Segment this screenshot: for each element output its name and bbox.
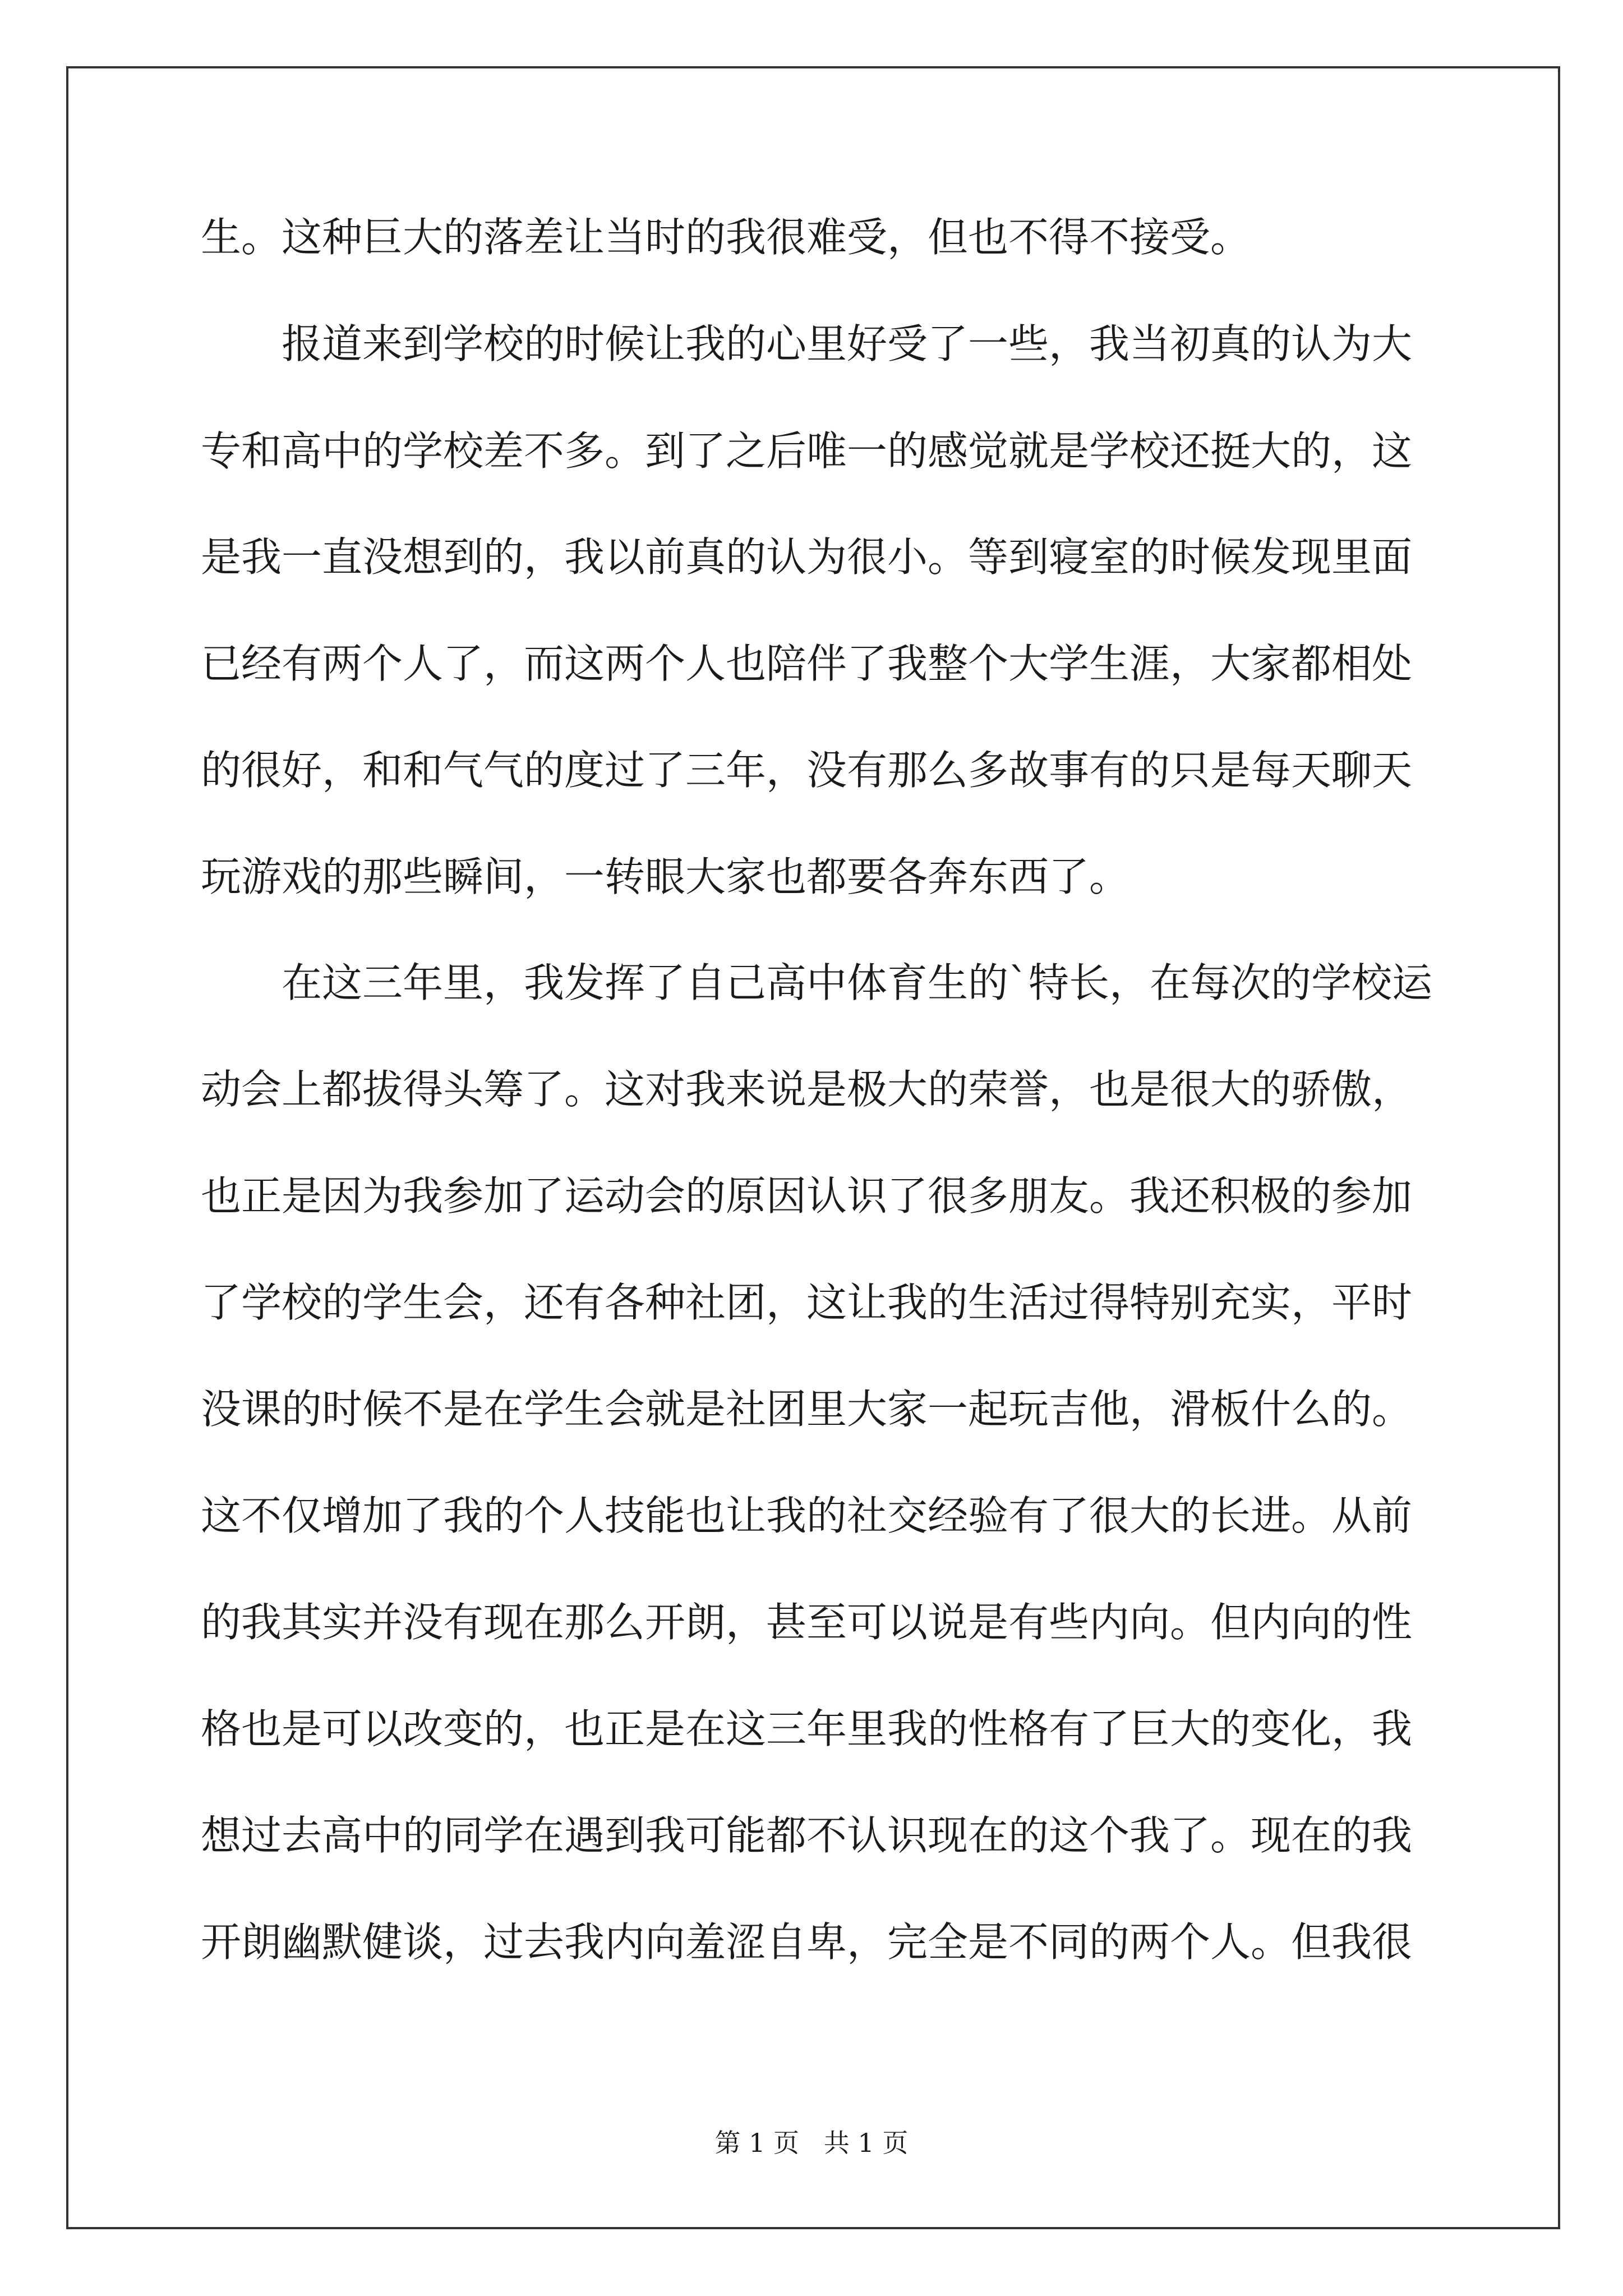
body-line-1: 生。这种巨大的落差让当时的我很难受，但也不得不接受。 <box>201 214 1251 261</box>
body-line-6: 的很好，和和气气的度过了三年，没有那么多故事有的只是每天聊天 <box>201 747 1413 794</box>
body-line-16: 想过去高中的同学在遇到我可能都不认识现在的这个我了。现在的我 <box>201 1812 1413 1859</box>
body-line-12: 没课的时候不是在学生会就是社团里大家一起玩吉他，滑板什么的。 <box>201 1386 1413 1433</box>
body-line-7: 玩游戏的那些瞬间，一转眼大家也都要各奔东西了。 <box>201 853 1130 900</box>
body-line-11: 了学校的学生会，还有各种社团，这让我的生活过得特别充实，平时 <box>201 1279 1413 1326</box>
body-line-14: 的我其实并没有现在那么开朗，甚至可以说是有些内向。但内向的性 <box>201 1599 1413 1646</box>
body-line-10: 也正是因为我参加了运动会的原因认识了很多朋友。我还积极的参加 <box>201 1172 1413 1220</box>
body-line-9: 动会上都拔得头筹了。这对我来说是极大的荣誉，也是很大的骄傲， <box>201 1066 1413 1113</box>
body-line-3: 专和高中的学校差不多。到了之后唯一的感觉就是学校还挺大的，这 <box>201 427 1413 475</box>
body-line-13: 这不仅增加了我的个人技能也让我的社交经验有了很大的长进。从前 <box>201 1492 1413 1539</box>
body-line-17: 开朗幽默健谈，过去我内向羞涩自卑，完全是不同的两个人。但我很 <box>201 1918 1413 1966</box>
body-line-4: 是我一直没想到的，我以前真的认为很小。等到寝室的时候发现里面 <box>201 533 1413 581</box>
body-line-5: 已经有两个人了，而这两个人也陪伴了我整个大学生涯，大家都相处 <box>201 640 1413 687</box>
body-line-2: 报道来到学校的时候让我的心里好受了一些，我当初真的认为大 <box>201 320 1413 367</box>
body-line-15: 格也是可以改变的，也正是在这三年里我的性格有了巨大的变化，我 <box>201 1705 1413 1752</box>
page-border <box>66 66 1560 2229</box>
page-number-footer: 第 1 页 共 1 页 <box>714 2128 909 2158</box>
body-line-8: 在这三年里，我发挥了自己高中体育生的`特长，在每次的学校运 <box>201 959 1433 1006</box>
